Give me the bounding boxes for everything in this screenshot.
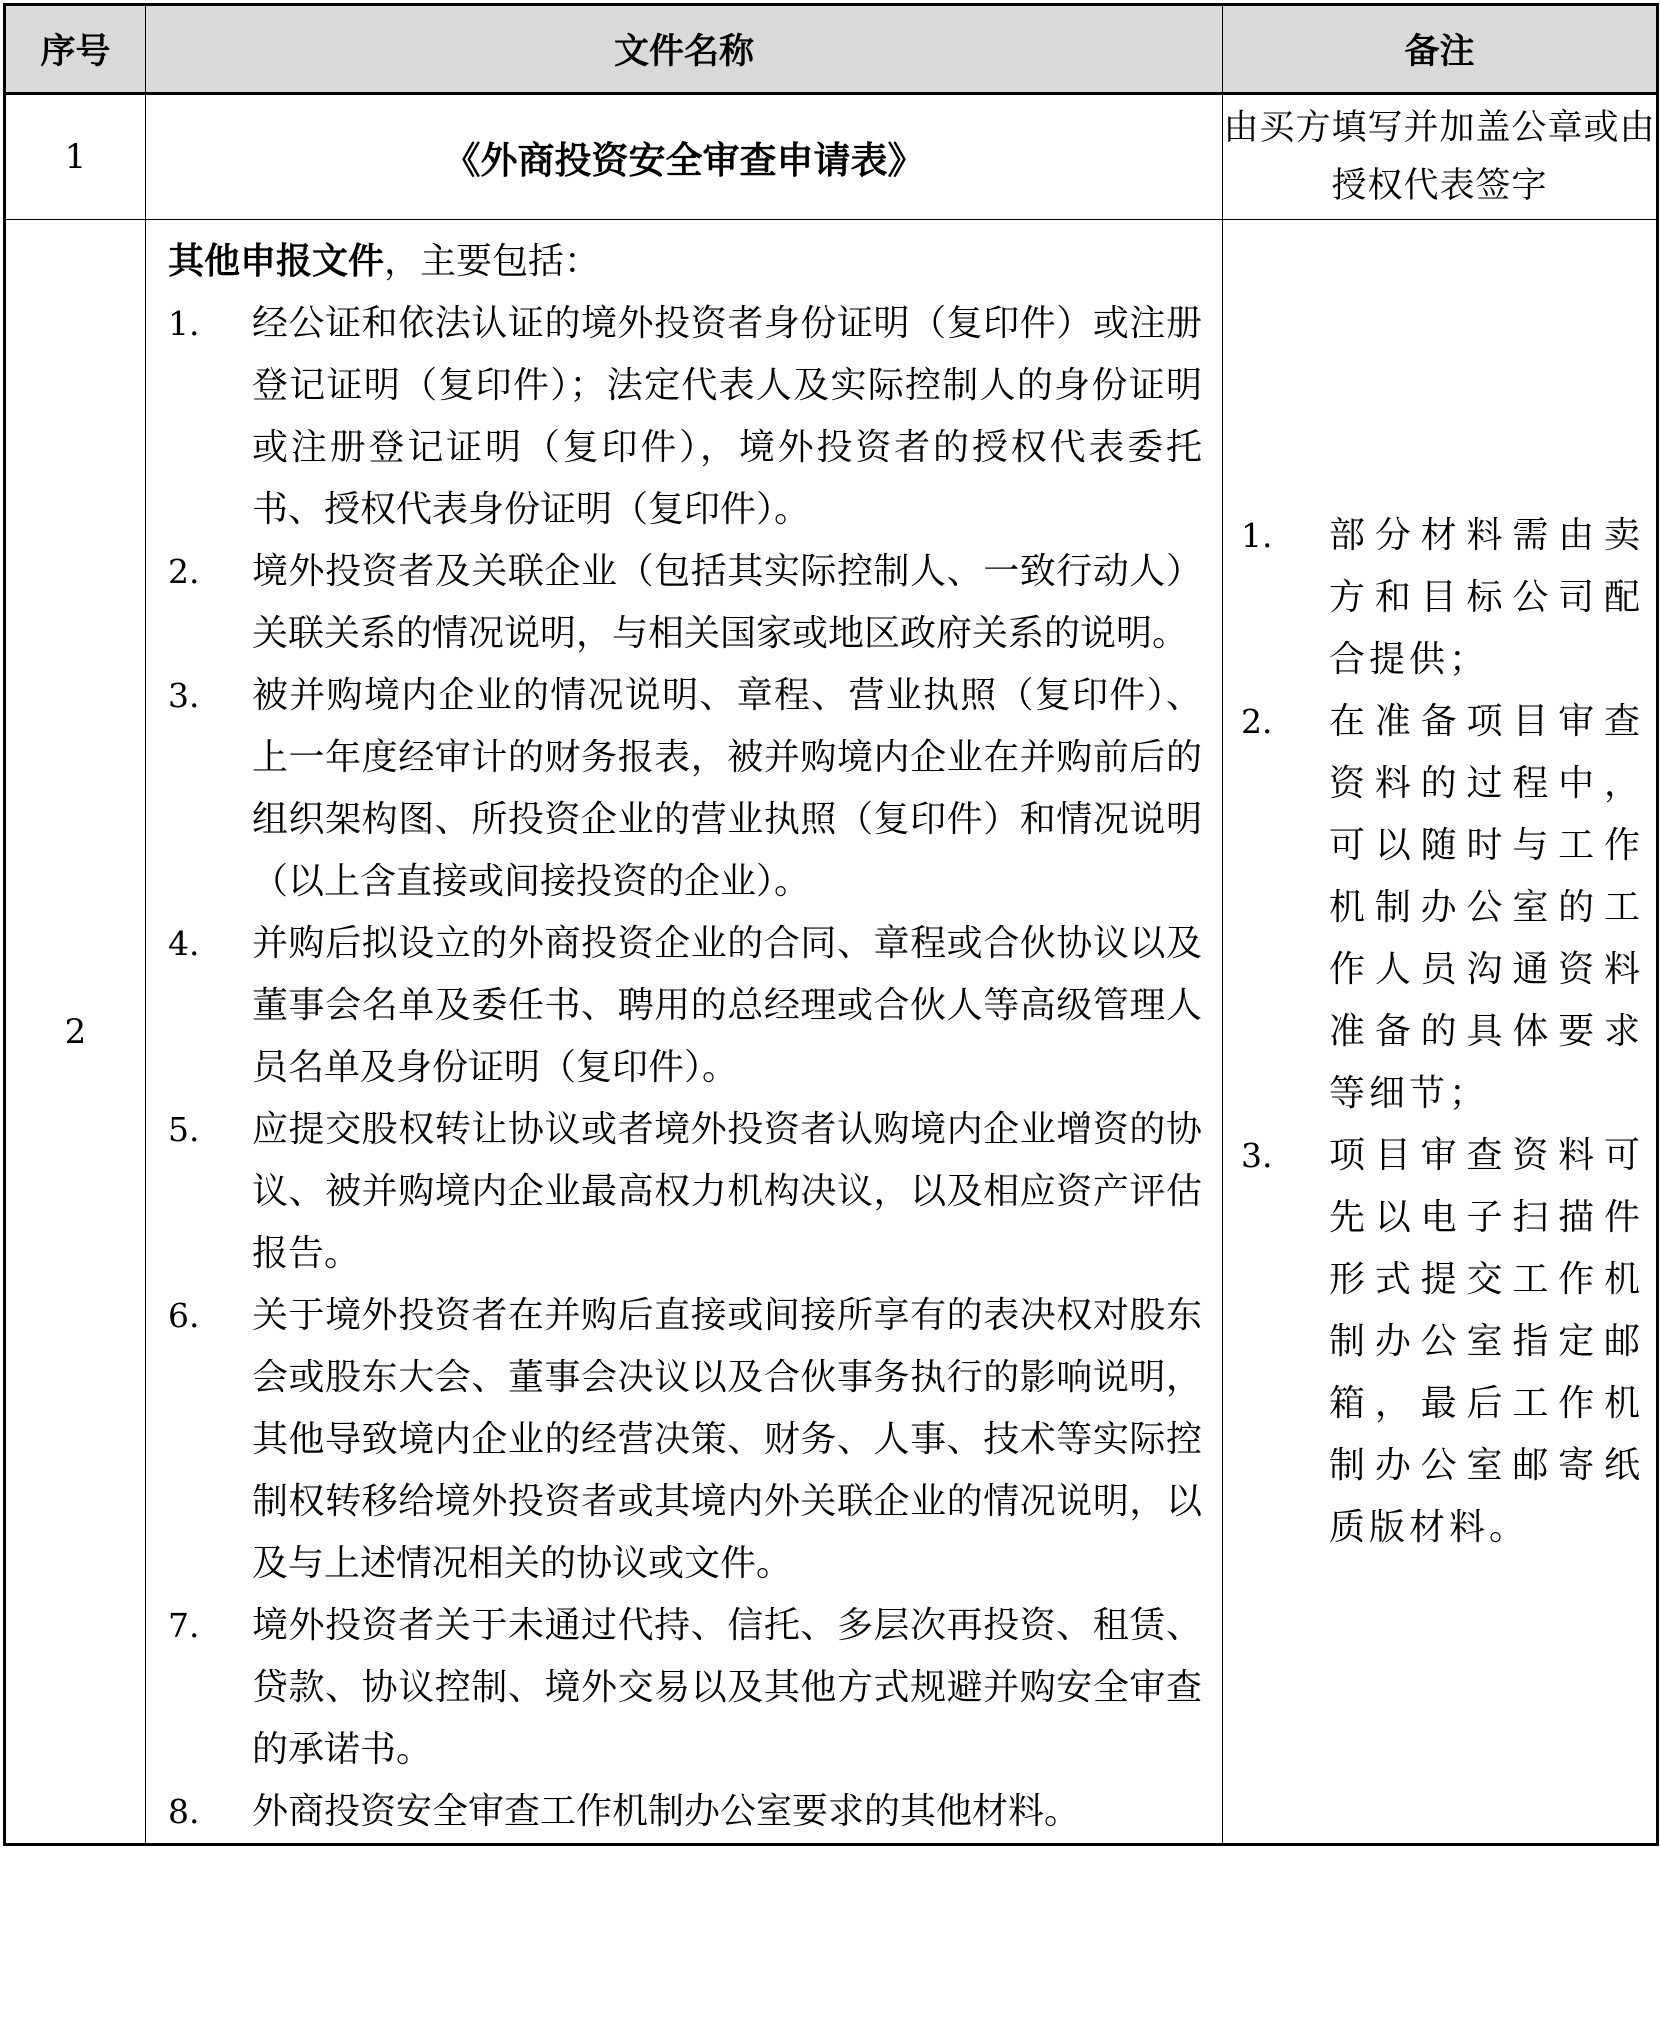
notes-content xyxy=(1223,505,1656,1559)
header-note: 备注 xyxy=(1223,5,1658,94)
row-notes xyxy=(1223,220,1658,1845)
file-list-items xyxy=(168,293,1202,1843)
note-number: 2. xyxy=(1241,701,1273,741)
header-seq: 序号 xyxy=(5,5,146,94)
item-text: 并购后拟设立的外商投资企业的合同、章程或合伙协议以及董事会名单及委任书、聘用的总经理或合伙人等高级管理人员名单及身份证明（复印件）。 xyxy=(252,923,1202,1088)
note-text: 部分材料需由卖方和目标公司配合提供； xyxy=(1329,514,1644,680)
item-text: 应提交股权转让协议或者境外投资者认购境内企业增资的协议、被并购境内企业最高权力机构决议，以及相应资产评估报告。 xyxy=(252,1109,1202,1274)
row-file-list xyxy=(146,220,1223,1845)
table-header-row xyxy=(5,5,1658,94)
list-item xyxy=(168,293,1202,541)
list-item xyxy=(168,665,1202,913)
item-number: 2. xyxy=(168,552,200,591)
list-item xyxy=(168,1285,1202,1595)
intro-bold-text: 其他申报文件 xyxy=(168,240,385,282)
table-row xyxy=(5,220,1658,1845)
item-number: 7. xyxy=(168,1606,200,1645)
item-number: 5. xyxy=(168,1110,200,1149)
notes-list xyxy=(1241,505,1644,1559)
file-list-intro xyxy=(168,230,1202,293)
row-file-name: 《外商投资安全审查申请表》 xyxy=(146,94,1223,220)
note-text: 在准备项目审查资料的过程中，可以随时与工作机制办公室的工作人员沟通资料准备的具体要求等细节； xyxy=(1329,700,1644,1114)
item-number: 4. xyxy=(168,924,200,963)
list-item xyxy=(168,1595,1202,1781)
item-number: 6. xyxy=(168,1296,200,1335)
file-list-content xyxy=(146,220,1222,1843)
item-text: 外商投资安全审查工作机制办公室要求的其他材料。 xyxy=(252,1791,1081,1832)
item-number: 1. xyxy=(168,304,200,343)
note-item xyxy=(1241,505,1644,691)
item-text: 经公证和依法认证的境外投资者身份证明（复印件）或注册登记证明（复印件）；法定代表人及实际控制人的身份证明或注册登记证明（复印件），境外投资者的授权代表委托书、授权代表身份证明（复印件）。 xyxy=(252,303,1202,530)
row-seq: 1 xyxy=(5,94,146,220)
note-number: 1. xyxy=(1241,515,1273,555)
row-seq: 2 xyxy=(5,220,146,1845)
note-item xyxy=(1241,1125,1644,1559)
list-item xyxy=(168,541,1202,665)
list-item xyxy=(168,913,1202,1099)
list-item xyxy=(168,1099,1202,1285)
note-number: 3. xyxy=(1241,1135,1273,1175)
item-text: 关于境外投资者在并购后直接或间接所享有的表决权对股东会或股东大会、董事会决议以及合伙事务执行的影响说明，其他导致境内企业的经营决策、财务、人事、技术等实际控制权转移给境外投资者或其境内外关联企业的情况说明，以及与上述情况相关的协议或文件。 xyxy=(252,1295,1202,1584)
row-note: 由买方填写并加盖公章或由授权代表签字 xyxy=(1223,94,1658,220)
note-text: 项目审查资料可先以电子扫描件形式提交工作机制办公室指定邮箱，最后工作机制办公室邮寄纸质版材料。 xyxy=(1329,1134,1644,1548)
item-text: 境外投资者关于未通过代持、信托、多层次再投资、租赁、贷款、协议控制、境外交易以及其他方式规避并购安全审查的承诺书。 xyxy=(252,1605,1202,1770)
item-text: 境外投资者及关联企业（包括其实际控制人、一致行动人）关联关系的情况说明，与相关国家或地区政府关系的说明。 xyxy=(252,551,1202,654)
intro-text: ，主要包括： xyxy=(384,241,601,282)
item-text: 被并购境内企业的情况说明、章程、营业执照（复印件）、上一年度经审计的财务报表，被并购境内企业在并购前后的组织架构图、所投资企业的营业执照（复印件）和情况说明（以上含直接或间接投资的企业）。 xyxy=(252,675,1202,902)
list-item xyxy=(168,1781,1202,1843)
document-table xyxy=(3,3,1659,1846)
table-row xyxy=(5,94,1658,220)
note-item xyxy=(1241,691,1644,1125)
item-number: 8. xyxy=(168,1792,200,1831)
header-file-name: 文件名称 xyxy=(146,5,1223,94)
item-number: 3. xyxy=(168,676,200,715)
